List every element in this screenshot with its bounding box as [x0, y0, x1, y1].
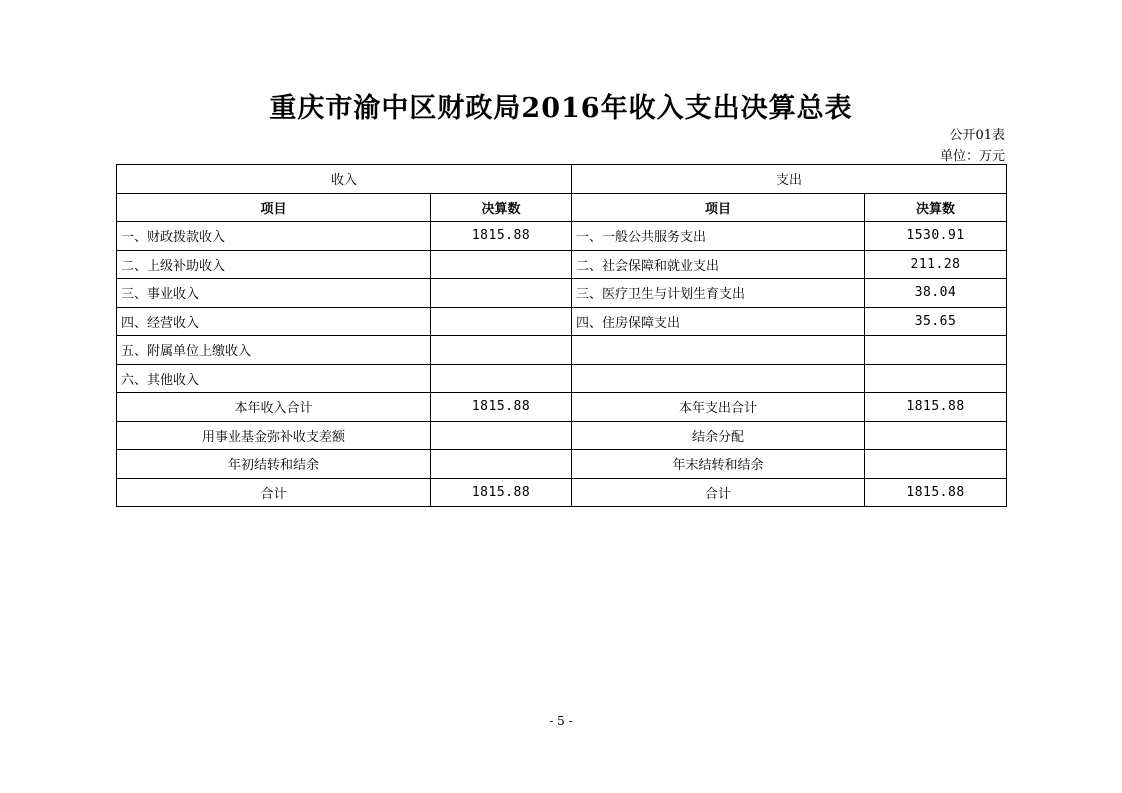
expense-section-header: 支出	[572, 165, 1007, 194]
income-summary-amount	[431, 421, 572, 450]
income-amount	[431, 307, 572, 336]
expense-summary-amount	[865, 421, 1007, 450]
expense-item: 一、一般公共服务支出	[572, 222, 865, 251]
income-summary-amount: 1815.88	[431, 393, 572, 422]
table-row	[117, 364, 1007, 393]
income-item: 一、财政拨款收入	[117, 222, 431, 251]
income-amount	[431, 336, 572, 365]
expense-amount	[865, 364, 1007, 393]
expense-amount-header: 决算数	[865, 193, 1007, 222]
section-header-row	[117, 165, 1007, 194]
unit-label: 单位：万元	[939, 149, 1005, 164]
income-summary-amount	[431, 450, 572, 479]
expense-summary-item: 本年支出合计	[572, 393, 865, 422]
summary-row	[117, 450, 1007, 479]
expense-summary-item: 结余分配	[572, 421, 865, 450]
income-item-header: 项目	[117, 193, 431, 222]
summary-row	[117, 393, 1007, 422]
expense-item	[572, 364, 865, 393]
expense-amount: 35.65	[865, 307, 1007, 336]
expense-total-amount: 1815.88	[865, 478, 1007, 507]
income-summary-item: 年初结转和结余	[117, 450, 431, 479]
expense-amount: 211.28	[865, 250, 1007, 279]
expense-summary-item: 年末结转和结余	[572, 450, 865, 479]
expense-item: 四、住房保障支出	[572, 307, 865, 336]
income-total-amount: 1815.88	[431, 478, 572, 507]
income-item: 五、附属单位上缴收入	[117, 336, 431, 365]
income-total-label: 合计	[117, 478, 431, 507]
income-item: 二、上级补助收入	[117, 250, 431, 279]
page-number: - 5 -	[549, 714, 573, 728]
expense-item: 三、医疗卫生与计划生育支出	[572, 279, 865, 308]
expense-item	[572, 336, 865, 365]
income-item: 六、其他收入	[117, 364, 431, 393]
expense-item: 二、社会保障和就业支出	[572, 250, 865, 279]
income-amount	[431, 364, 572, 393]
expense-amount	[865, 336, 1007, 365]
income-summary-item: 本年收入合计	[117, 393, 431, 422]
table-row	[117, 307, 1007, 336]
income-expense-table	[116, 164, 1007, 507]
expense-total-label: 合计	[572, 478, 865, 507]
form-code: 公开01表	[949, 128, 1005, 143]
income-amount	[431, 250, 572, 279]
expense-amount: 1530.91	[865, 222, 1007, 251]
table-row	[117, 250, 1007, 279]
income-amount	[431, 279, 572, 308]
expense-summary-amount: 1815.88	[865, 393, 1007, 422]
income-amount-header: 决算数	[431, 193, 572, 222]
table-row	[117, 279, 1007, 308]
expense-amount: 38.04	[865, 279, 1007, 308]
income-item: 三、事业收入	[117, 279, 431, 308]
income-summary-item: 用事业基金弥补收支差额	[117, 421, 431, 450]
income-amount: 1815.88	[431, 222, 572, 251]
income-section-header: 收入	[117, 165, 572, 194]
table-row	[117, 222, 1007, 251]
expense-item-header: 项目	[572, 193, 865, 222]
column-header-row	[117, 193, 1007, 222]
table-row	[117, 336, 1007, 365]
income-item: 四、经营收入	[117, 307, 431, 336]
document-title: 重庆市渝中区财政局2016年收入支出决算总表	[269, 93, 853, 124]
summary-row	[117, 421, 1007, 450]
expense-summary-amount	[865, 450, 1007, 479]
total-row	[117, 478, 1007, 507]
